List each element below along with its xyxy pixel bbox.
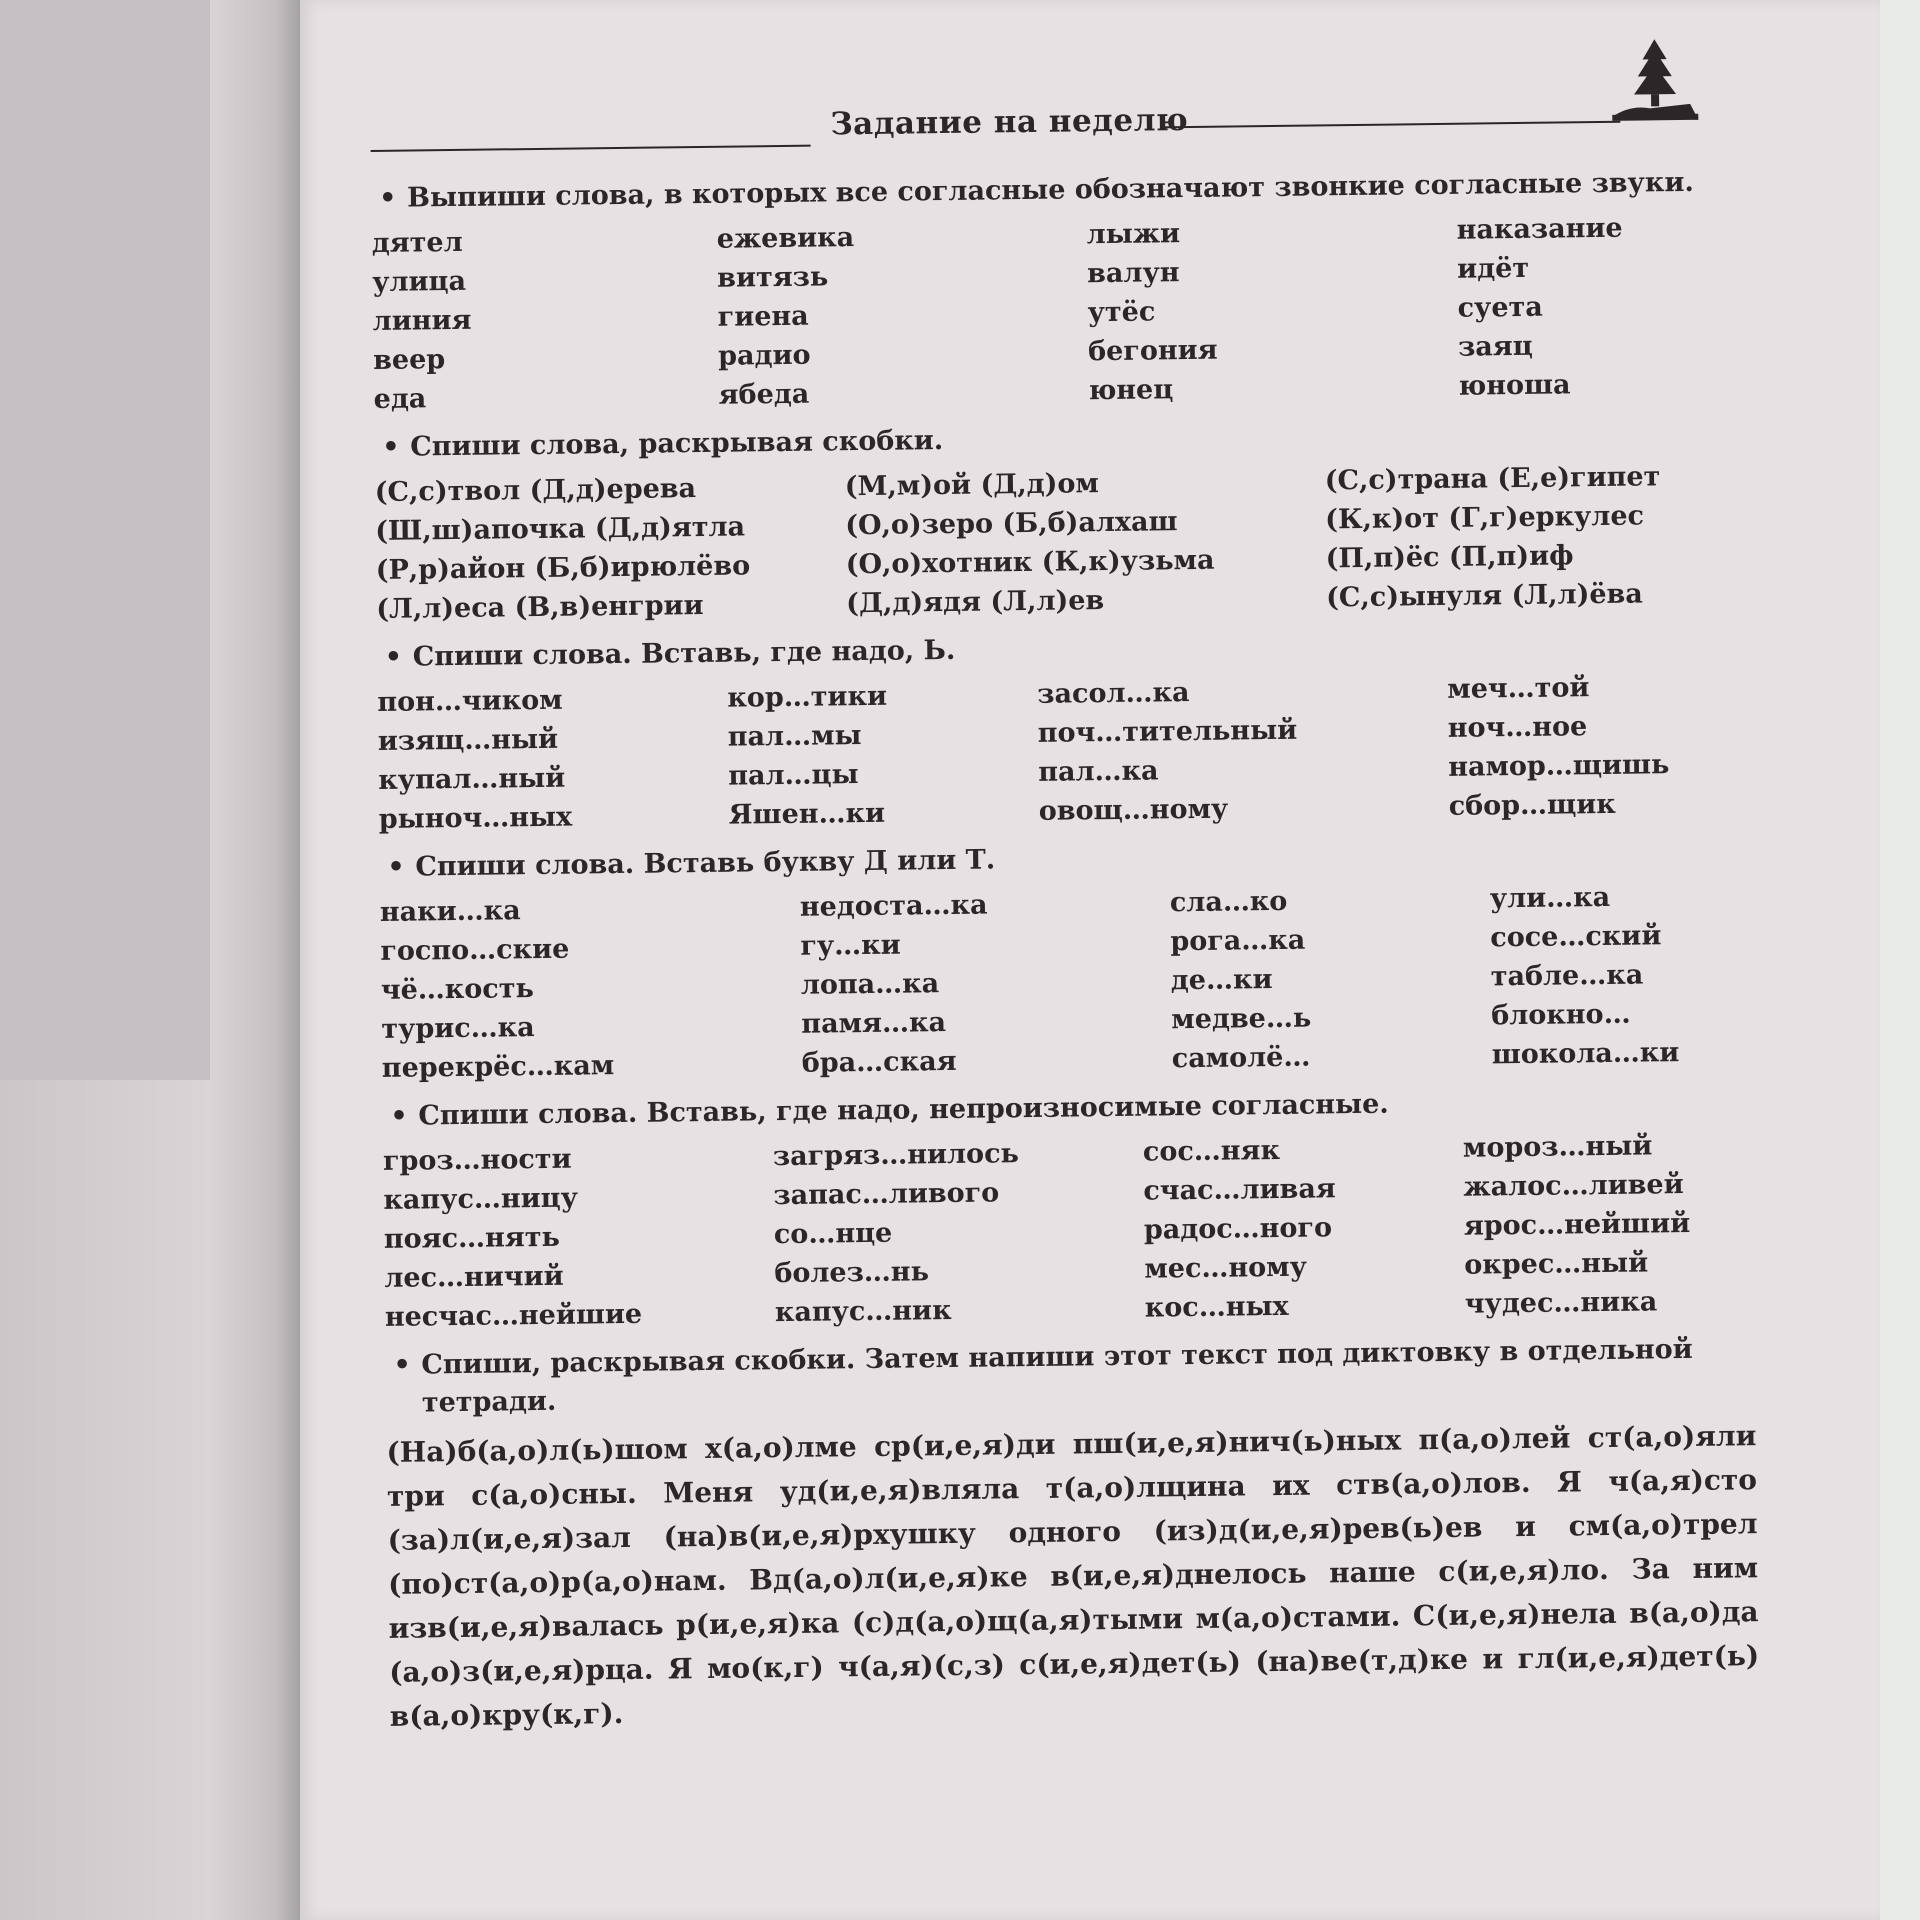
task-soft-sign (377, 622, 1759, 839)
word: (С,с)ынуля (Л,л)ёва (1325, 578, 1643, 614)
word: (О,о)зеро (Б,б)алхаш (845, 506, 1178, 542)
word: (К,к)от (Г,г)еркулес (1325, 500, 1645, 536)
word: еда (373, 383, 427, 415)
task-heading-text: Спиши слова. Вставь, где надо, Ь. (412, 634, 956, 673)
word-grid (377, 666, 1759, 839)
book-page (300, 0, 1880, 1920)
word-column (377, 679, 729, 839)
word: улица (372, 265, 467, 298)
word-column (1086, 211, 1458, 411)
left-page-cover-band (0, 0, 210, 1080)
word: гиена (717, 300, 809, 333)
word: кос…ных (1144, 1290, 1289, 1324)
page-title: Задание на неделю (830, 102, 1189, 143)
word: заяц (1457, 330, 1533, 363)
header-rule-left (371, 145, 811, 152)
word: засол…ка (1037, 677, 1190, 710)
word: лыжи (1086, 218, 1181, 251)
word-column (1170, 879, 1492, 1078)
word: витязь (717, 261, 829, 294)
word: (М,м)ой (Д,д)ом (844, 468, 1100, 503)
word: пал…цы (728, 759, 859, 792)
word: ежевика (716, 222, 855, 255)
word: валун (1086, 257, 1180, 290)
word: купал…ный (378, 762, 566, 796)
bullet-icon: • (379, 182, 397, 214)
word: жалос…ливей (1463, 1169, 1684, 1203)
word: (Ш,ш)апочка (Д,д)ятла (375, 511, 746, 547)
word-column (1037, 670, 1449, 831)
word: (С,с)твол (Д,д)ерева (374, 473, 697, 508)
word: болез…нь (774, 1256, 930, 1290)
word: (О,о)хотник (К,к)узьма (845, 544, 1215, 581)
word-column (1324, 456, 1756, 617)
word: со…нце (773, 1217, 893, 1251)
word-column (727, 675, 1039, 835)
word: шокола…ки (1491, 1037, 1680, 1071)
task-heading-text: Выпиши слова, в которых все согласные обозначают звонкие согласные звуки. (407, 166, 1694, 214)
word: госпо…ские (380, 933, 570, 967)
word: ярос…нейший (1463, 1207, 1691, 1242)
task-heading-text-cont: тетради. (421, 1385, 557, 1419)
bullet-icon: • (384, 641, 403, 673)
bullet-icon: • (390, 1100, 408, 1132)
word: рыноч…ных (378, 801, 573, 835)
word: бра…ская (801, 1045, 957, 1079)
word: лес…ничий (384, 1260, 564, 1294)
word: мороз…ный (1462, 1130, 1653, 1164)
word: сосе…ский (1490, 920, 1662, 954)
word: сла…ко (1169, 885, 1288, 919)
word-column (380, 888, 802, 1088)
task-heading-text: Спиши слова, раскрывая скобки. (410, 425, 944, 463)
task-open-brackets (374, 412, 1756, 629)
word: чудес…ника (1464, 1286, 1658, 1320)
word: мес…ному (1144, 1251, 1308, 1285)
header-rule-right (1160, 121, 1620, 129)
word: лопа…ка (800, 968, 940, 1001)
word: капус…ник (774, 1294, 952, 1329)
word: радио (717, 339, 811, 372)
word: изящ…ный (377, 723, 559, 757)
word: окрес…ный (1464, 1247, 1649, 1281)
word-column (773, 1133, 1145, 1333)
bullet-icon: • (393, 1349, 411, 1381)
word: дятел (371, 226, 463, 259)
task-heading-text: Спиши слова. Вставь, где надо, непроизносимые согласные. (418, 1088, 1389, 1132)
task-d-or-t (379, 832, 1762, 1088)
word: блокно… (1491, 998, 1631, 1032)
word-column (800, 883, 1172, 1083)
word: перекрёс…кам (381, 1050, 615, 1084)
word: бегония (1087, 334, 1218, 368)
word: наки…ка (379, 895, 521, 928)
page-header (370, 83, 1751, 170)
word: овощ…ному (1038, 793, 1229, 827)
word: самолё… (1171, 1041, 1311, 1075)
word: рога…ка (1170, 924, 1306, 958)
left-page (0, 0, 300, 1920)
word-column (1143, 1129, 1465, 1328)
word: пал…мы (727, 720, 862, 753)
word: наказание (1456, 212, 1623, 246)
dictation-text: (На)б(а,о)л(ь)шом х(а,о)лме ср(и,е,я)ди пш(и,е,я)нич(ь)ных п(а,о)лей ст(а,о)яли три с(а,о)сны. Меня уд(и,е,я)вляла т(а,о)лщина их ств(а,о)лов. Я ч(а,я)сто (за)л(и,е,я)зал (на)в(и,е,я)рхушку одного (из)д(и,е,я)рев(ь)ев и см(а,о)трел (по)ст(а,о)р(а,о)нам. Вд(а,о)л(и,е,я)ке в(и,е,я)днелось наше с(и,е,я)ло. За ним изв(и,е,я)валась р(и,е,я)ка (с)д(а,о)щ(а,я)тыми м(а,о)стами. С(и,е,я)нела в(а,о)да (а,о)з(и,е,я)рца. Я мо(к,г) ч(а,я)(с,з) с(и,е,я)дет(ь) (на)ве(т,д)ке и гл(и,е,я)дет(ь) в(а,о)кру(к,г). (386, 1419, 1760, 1733)
word-column (716, 215, 1088, 415)
word: загряз…нилось (772, 1138, 1020, 1173)
bullet-icon: • (387, 851, 405, 883)
word: пояс…нять (383, 1221, 561, 1255)
background-surface (1880, 0, 1920, 1920)
word: (П,п)ёс (П,п)иф (1325, 540, 1574, 575)
word: счас…ливая (1143, 1173, 1336, 1207)
word: юнец (1088, 374, 1174, 407)
word-column (1463, 1125, 1765, 1324)
word-grid (380, 876, 1762, 1088)
tree-icon (1609, 34, 1700, 125)
word: сбор…щик (1448, 788, 1616, 822)
spine-shadow (276, 0, 300, 1920)
word-column (1490, 876, 1762, 1074)
word: поч…тительный (1037, 714, 1298, 749)
word: кор…тики (727, 680, 888, 714)
task-heading-text: Спиши слова. Вставь букву Д или Т. (415, 844, 996, 883)
word: намор…щишь (1448, 749, 1670, 783)
word: радос…ного (1143, 1212, 1333, 1246)
word: (Р,р)айон (Б,б)ирюлёво (375, 550, 751, 586)
word-column (383, 1137, 775, 1337)
word: недоста…ка (799, 889, 988, 923)
page-content (370, 83, 1770, 1739)
word: гроз…ности (382, 1143, 572, 1177)
word: медве…ь (1171, 1002, 1312, 1036)
word-column (845, 461, 1327, 623)
word: идёт (1456, 252, 1530, 285)
word: пон…чиком (377, 684, 563, 718)
word: линия (372, 304, 472, 337)
word: меч…той (1447, 672, 1590, 705)
word: веер (372, 344, 446, 376)
word: Яшен…ки (728, 797, 886, 831)
word: запас…ливого (773, 1177, 1000, 1212)
word: пал…ка (1038, 755, 1159, 788)
word: табле…ка (1490, 959, 1644, 993)
word: утёс (1087, 296, 1156, 329)
word: капус…ницу (383, 1182, 579, 1216)
task-heading-text: Спиши, раскрывая скобки. Затем напиши этот текст под диктовку в отдельной (421, 1333, 1693, 1381)
word: ули…ка (1489, 881, 1611, 915)
task-heading (385, 1330, 1766, 1423)
word: суета (1457, 291, 1543, 324)
word: (Л,л)еса (В,в)енгрии (376, 589, 704, 625)
word-grid (383, 1125, 1765, 1337)
word-column (1447, 666, 1759, 826)
word: турис…ка (381, 1012, 535, 1045)
bullet-icon: • (382, 431, 400, 463)
word: (С,с)трана (Е,е)гипет (1324, 461, 1661, 497)
word: ноч…ное (1447, 711, 1588, 744)
word: (Д,д)ядя (Л,л)ев (846, 585, 1105, 620)
word: памя…ка (801, 1007, 947, 1040)
word-grid (375, 456, 1757, 629)
word: несчас…нейшие (384, 1298, 643, 1333)
word-column (372, 220, 719, 419)
task-dictation (385, 1330, 1770, 1739)
word-column (375, 467, 847, 629)
task-silent-consonants (382, 1081, 1765, 1337)
word: ябеда (718, 378, 810, 411)
word-grid (372, 207, 1754, 419)
word: сос…няк (1142, 1134, 1281, 1168)
word: юноша (1458, 369, 1571, 402)
task-voiced-consonants (371, 163, 1754, 419)
word: гу…ки (800, 929, 901, 962)
word: де…ки (1170, 964, 1273, 997)
word-column (1456, 207, 1753, 406)
word: чё…кость (380, 973, 535, 1006)
